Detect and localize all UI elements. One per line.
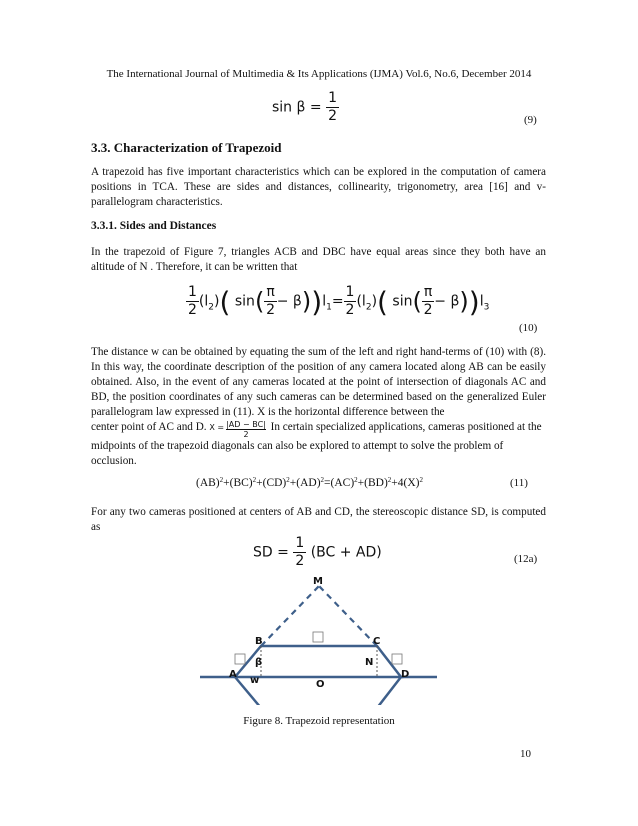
eq9-fraction bbox=[326, 90, 339, 125]
label-m: M bbox=[313, 576, 323, 587]
label-beta: β bbox=[255, 657, 263, 668]
eq11-t6: +4(X) bbox=[391, 477, 420, 489]
paragraph-3b bbox=[91, 420, 546, 469]
trapezoid-figure bbox=[195, 570, 445, 705]
eq10-two-right: 2 bbox=[423, 302, 433, 318]
x-eq-den: 2 bbox=[243, 430, 249, 439]
eq11-t4: =(AC) bbox=[324, 477, 355, 489]
eq10-l2-open: (l bbox=[198, 293, 209, 310]
eq12a-rhs: (BC + AD) bbox=[310, 544, 382, 561]
paragraph-3: The distance w can be obtained by equating the sum of the left and right hand-terms of (10) with (8). In this way, the coordinate description of the position of any camera located along AB can be easily obtained. Also, in the event of any cameras located at the point of intersection of diagonals AC and BD, the position coordinates of any such cameras can be determined based on the generalized Euler parallelogram law expressed in (11). X is the horizontal difference between the bbox=[91, 346, 546, 418]
eq10-half-den-r: 2 bbox=[345, 302, 355, 318]
eq11-t3: +(AD) bbox=[289, 477, 321, 489]
eq11-t1: +(BC) bbox=[223, 477, 253, 489]
left-placeholder-box bbox=[235, 654, 245, 664]
eq10-half-den: 2 bbox=[188, 302, 197, 318]
paragraph-2: In the trapezoid of Figure 7, triangles ACB and DBC have equal areas since they both have an altitude of N . Therefore, it can be written that bbox=[91, 246, 546, 273]
x-eq-num: |AD − BC| bbox=[226, 420, 266, 429]
eq10-pi-over-2-left bbox=[264, 284, 276, 319]
equation-11-label: (11) bbox=[510, 477, 528, 489]
eq11-t5: +(BD) bbox=[357, 477, 388, 489]
label-c: C bbox=[373, 636, 381, 647]
eq10-sub2: 2 bbox=[208, 302, 215, 313]
para3b-post: In certain specialized applications, cameras positioned at the midpoints of the trapezoid diagonals can also be explored to attempt to solve the problem of occlusion. bbox=[91, 421, 542, 467]
eq10-sin-right: sin bbox=[392, 293, 413, 310]
eq10-l2-close: ) bbox=[214, 293, 220, 310]
eq10-half-right bbox=[344, 284, 357, 319]
paragraph-4: For any two cameras positioned at centers of AB and CD, the stereoscopic distance SD, is computed as bbox=[91, 506, 546, 533]
section-title: 3.3. Characterization of Trapezoid bbox=[91, 140, 282, 155]
eq10-two-left: 2 bbox=[266, 302, 275, 318]
equation-9 bbox=[272, 90, 339, 125]
eq10-equals: = bbox=[331, 293, 344, 310]
equation-10-label: (10) bbox=[519, 322, 538, 334]
eq10-sub3: 3 bbox=[483, 302, 490, 313]
page-number: 10 bbox=[520, 748, 531, 760]
eq10-pi-over-2-right bbox=[422, 284, 434, 319]
eq10-sub1: 1 bbox=[326, 302, 332, 313]
eq10-pi-left: π bbox=[266, 284, 275, 300]
dashed-line-cm bbox=[319, 586, 377, 646]
eq11-sup: 2 bbox=[354, 476, 358, 484]
label-b: B bbox=[255, 636, 263, 647]
eq11-sup: 2 bbox=[419, 476, 423, 484]
subsection-title: 3.3.1. Sides and Distances bbox=[91, 220, 217, 232]
eq10-beta-right: − β bbox=[434, 293, 460, 310]
dashed-line-bm bbox=[261, 586, 319, 646]
eq11-t0: (AB) bbox=[196, 477, 220, 489]
eq12a-num: 1 bbox=[295, 535, 305, 551]
eq10-half-left bbox=[186, 284, 199, 319]
x-eq-fraction bbox=[226, 420, 266, 439]
eq12a-lhs: SD = bbox=[253, 544, 289, 561]
equation-11 bbox=[196, 477, 423, 489]
top-placeholder-box bbox=[313, 632, 323, 642]
eq11-sup: 2 bbox=[219, 476, 224, 484]
eq9-num: 1 bbox=[328, 90, 337, 106]
eq11-sup: 2 bbox=[387, 476, 392, 484]
dashed-lines bbox=[261, 586, 377, 646]
eq12a-den: 2 bbox=[295, 553, 305, 569]
eq10-pi-right: π bbox=[423, 284, 433, 300]
eq10-half-num: 1 bbox=[188, 284, 197, 300]
eq9-lhs: sin β = bbox=[272, 99, 322, 116]
eq11-sup: 2 bbox=[286, 476, 290, 484]
eq11-sup: 2 bbox=[320, 476, 325, 484]
eq10-l1: l bbox=[322, 293, 327, 310]
eq12a-fraction bbox=[293, 535, 306, 570]
figure-caption: Figure 8. Trapezoid representation bbox=[243, 715, 395, 727]
eq10-half-num-r: 1 bbox=[345, 284, 355, 300]
running-header: The International Journal of Multimedia & Its Applications (IJMA) Vol.6, No.6, December 2014 bbox=[106, 68, 532, 80]
eq10-l2-open-r: (l bbox=[356, 293, 366, 310]
label-w: w bbox=[250, 675, 260, 686]
equation-10: $\frac{1}{2}$ $(l_2)$( sin( $\frac{\pi}{2}$ − $\beta))l_1=$ $\frac{1}{2}$ $(l_2)$( sin( $\frac{\pi}{2}$ − $\beta))l_3$ bbox=[188, 284, 490, 319]
eq10-sub2-r: 2 bbox=[365, 302, 372, 313]
equation-9-label: (9) bbox=[524, 114, 537, 126]
paragraph-1: A trapezoid has five important characteristics which can be explored in the computation of camera positions in TCA. These are sides and distances, collinearity, trigonometry, area [16] and v-parallelogram characteristics. bbox=[91, 166, 546, 208]
eq11-t2: +(CD) bbox=[256, 477, 287, 489]
eq10-beta-left: − β bbox=[276, 293, 302, 310]
eq10-l2-close-r: ) bbox=[371, 293, 378, 310]
para3b-pre: center point of AC and D. bbox=[91, 421, 207, 433]
label-n: N bbox=[365, 657, 374, 668]
equation-12a bbox=[253, 535, 382, 570]
right-placeholder-box bbox=[392, 654, 402, 664]
eq11-sup: 2 bbox=[252, 476, 257, 484]
x-eq-lhs: X = bbox=[209, 423, 225, 432]
eq10-l3: l bbox=[479, 293, 484, 310]
eq9-den: 2 bbox=[328, 108, 337, 124]
eq10-sin-left: sin bbox=[234, 293, 255, 310]
label-o: O bbox=[316, 679, 325, 690]
equation-12a-label: (12a) bbox=[514, 553, 538, 565]
label-d: D bbox=[401, 669, 410, 680]
label-a: A bbox=[229, 669, 237, 680]
